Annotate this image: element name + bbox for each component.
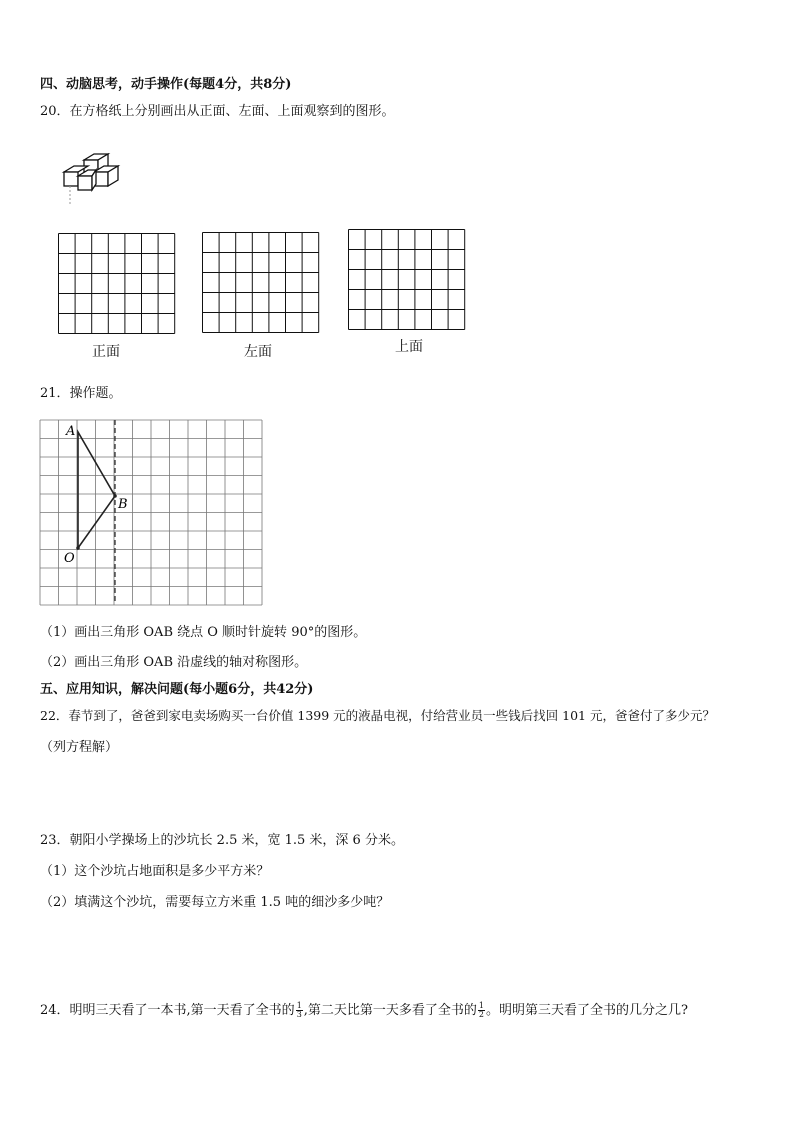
question-23-sub-2: （2）填满这个沙坑，需要每立方米重 1.5 吨的细沙多少吨？ bbox=[40, 895, 390, 910]
fraction-one-third: $\frac{1}{3}$ bbox=[296, 1001, 302, 1019]
question-23-text: 23．朝阳小学操场上的沙坑长 2.5 米，宽 1.5 米，深 6 分米。 bbox=[40, 833, 404, 848]
cube-arrangement-figure bbox=[56, 150, 128, 212]
question-21-sub-1: （1）画出三角形 OAB 绕点 O 顺时针旋转 90°的图形。 bbox=[40, 625, 367, 640]
question-24-part-3: 。明明第三天看了全书的几分之几? bbox=[486, 1003, 688, 1018]
point-o-label: O bbox=[64, 551, 75, 566]
triangle-oab bbox=[78, 432, 115, 548]
grid-left-view[interactable] bbox=[202, 232, 320, 333]
question-20-text: 20．在方格纸上分别画出从正面、左面、上面观察到的图形。 bbox=[40, 104, 395, 119]
question-21-sub-2: （2）画出三角形 OAB 沿虚线的轴对称图形。 bbox=[40, 655, 308, 670]
point-b-dot bbox=[113, 494, 117, 498]
operation-grid-figure[interactable] bbox=[38, 418, 268, 608]
grid-label-top: 上面 bbox=[395, 339, 423, 355]
question-24-part-1: 24．明明三天看了一本书,第一天看了全书的 bbox=[40, 1003, 295, 1018]
point-b-label: B bbox=[118, 497, 128, 512]
question-21-text: 21．操作题。 bbox=[40, 386, 122, 401]
point-a-label: A bbox=[66, 424, 76, 439]
grid-label-front: 正面 bbox=[92, 344, 120, 360]
question-22-note: （列方程解） bbox=[40, 740, 119, 755]
question-23-sub-1: （1）这个沙坑占地面积是多少平方米？ bbox=[40, 864, 270, 879]
question-24-part-2: ,第二天比第一天多看了全书的 bbox=[303, 1003, 477, 1018]
question-22-text: 22．春节到了，爸爸到家电卖场购买一台价值 1399 元的液晶电视，付给营业员一些钱后找回 101 元，爸爸付了多少元？ bbox=[40, 708, 715, 723]
fraction-one-half: $\frac{1}{2}$ bbox=[478, 1001, 485, 1019]
grid-front-view[interactable] bbox=[58, 233, 176, 334]
section-5-heading: 五、应用知识，解决问题(每小题6分，共42分) bbox=[40, 682, 314, 697]
grid-top-view[interactable] bbox=[348, 229, 466, 330]
question-24-text bbox=[40, 1002, 688, 1020]
section-4-heading: 四、动脑思考，动手操作(每题4分，共8分) bbox=[40, 77, 292, 92]
grid-label-left: 左面 bbox=[244, 344, 272, 360]
point-o-dot bbox=[76, 546, 80, 550]
